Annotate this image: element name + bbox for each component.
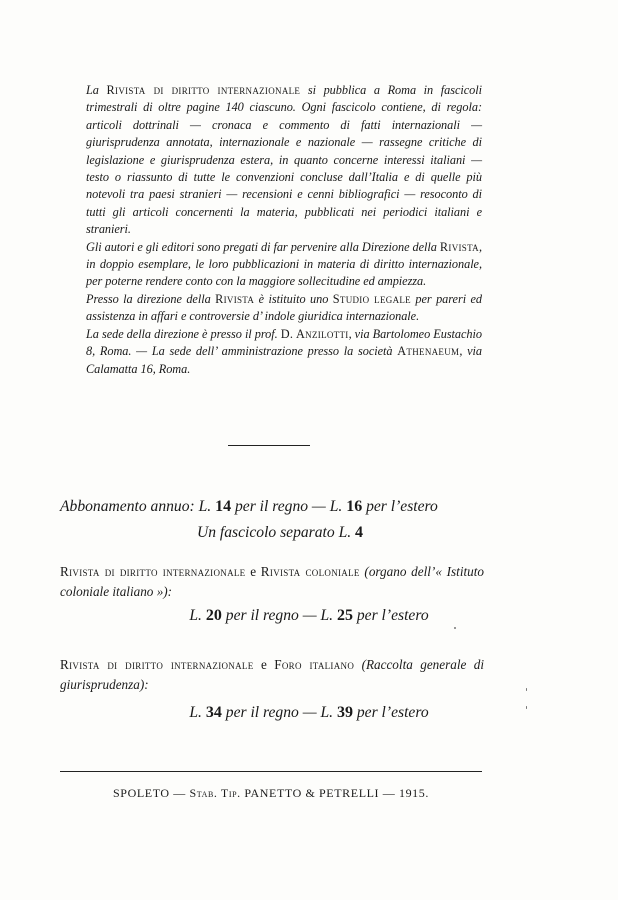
intro-paragraph-address: La sede della direzione è presso il prof. D. Anzilotti, via Bartolomeo Eustachio 8, Roma. — La sede dell’ amministrazione presso la società Athenaeum, via Calamatta 16, Roma.	[86, 326, 482, 376]
section-divider-short	[228, 445, 310, 446]
single-issue-price: 4	[355, 524, 364, 541]
legal-office-name: Studio legale	[332, 291, 411, 306]
journal-title: Rivista di diritto internazionale	[106, 83, 301, 97]
intro-paragraph-legal-office: Presso la direzione della Rivista è istituito uno Studio legale per pareri ed assistenza in affari e controversie d’ indole giuridica internazionale.	[86, 291, 482, 324]
intro-text	[86, 82, 482, 378]
subscription-block	[60, 494, 484, 546]
journal-title: Rivista	[215, 291, 255, 306]
combined-price-foro: L. 34 per il regno — L. 39 per l’estero	[189, 704, 429, 721]
director-name: D. Anzilotti	[280, 326, 349, 341]
combined-price-coloniale: L. 20 per il regno — L. 25 per l’estero	[189, 607, 429, 624]
ink-speck	[454, 627, 456, 629]
ink-speck	[526, 688, 527, 691]
publisher-name: Athenaeum	[397, 344, 460, 359]
combined-offer-coloniale: Rivista di diritto internazionale e Rivista coloniale (organo dell’« Istituto coloniale italiano »):	[60, 564, 485, 599]
ink-speck	[526, 706, 527, 709]
journal-title: Rivista	[439, 239, 479, 254]
foreign-price: 16	[346, 498, 363, 515]
intro-paragraph-publication: La Rivista di diritto internazionale si pubblica a Roma in fascicoli trimestrali di oltre pagine 140 ciascuno. Ogni fascicolo contiene, di regola: articoli dottrinali — cronaca e commento di fatti internazionali — giurisprudenza annotata, internazionale e nazionale — rassegne critiche di legislazione e giurisprudenza estera, in quanto concerne interessi italiani — testo o riassunto di tutte le convenzioni concluse dall’Italia e di quelle più notevoli tra paesi stranieri — recensioni e cenni bibliografici — resoconto di tutti gli articoli concernenti la materia, pubblicati nei periodici italiani e stranieri.	[86, 83, 482, 237]
intro-paragraph-submissions: Gli autori e gli editori sono pregati di far pervenire alla Direzione della Rivista, in doppio esemplare, le loro pubblicazioni in materia di diritto internazionale, per poterne rendere conto con la maggiore sollecitudine ed ampiezza.	[86, 239, 482, 289]
printer-imprint: SPOLETO — Stab. Tip. PANETTO & PETRELLI — 1915.	[113, 786, 429, 800]
footer-divider	[60, 771, 482, 772]
domestic-price: 14	[215, 498, 232, 515]
combined-offer-foro: Rivista di diritto internazionale e Foro italiano (Raccolta generale di giurisprudenza):	[60, 657, 485, 692]
single-issue-line: Un fascicolo separato L. 4	[196, 524, 364, 541]
annual-subscription-line: Abbonamento annuo: L. 14 per il regno — L. 16 per l’estero	[60, 498, 438, 515]
